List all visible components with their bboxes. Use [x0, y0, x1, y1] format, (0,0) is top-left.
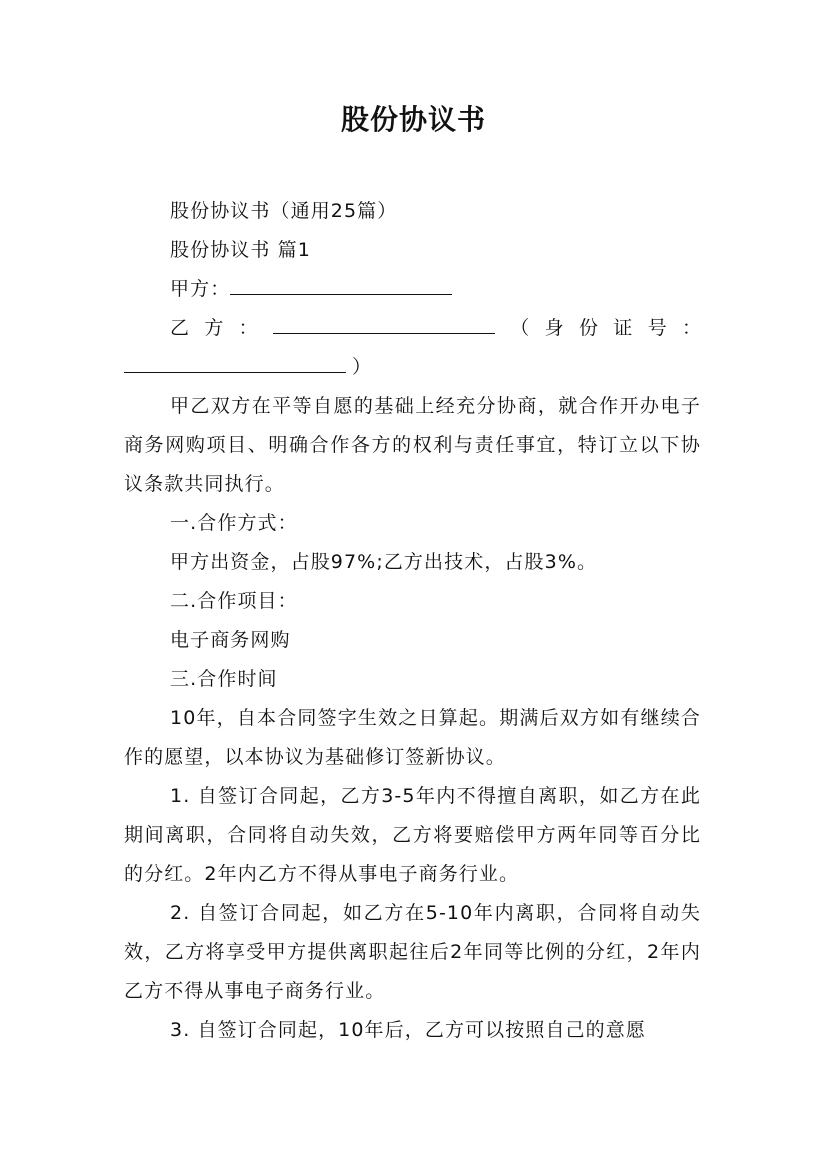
party-b-char: （ — [510, 317, 530, 339]
clause-1: 1. 自签订合同起，乙方3-5年内不得擅自离职，如乙方在此期间离职，合同将自动失效，乙方将要赔偿甲方两年同等百分比的分红。2年内乙方不得从事电子商务行业。 — [124, 785, 701, 885]
party-b-char: 号 — [647, 317, 667, 339]
subtitle: 股份协议书（通用25篇） — [170, 200, 398, 222]
party-b-blank — [273, 332, 495, 334]
item1-text: 甲方出资金，占股97%;乙方出技术，占股3%。 — [170, 551, 598, 573]
closing-paren: ） — [352, 356, 372, 378]
party-b-line — [124, 309, 701, 348]
section-heading: 股份协议书 篇1 — [170, 239, 311, 261]
item3-text: 10年，自本合同签字生效之日算起。期满后双方如有继续合作的愿望，以本协议为基础修订签新协议。 — [124, 707, 701, 768]
document-title: 股份协议书 — [340, 103, 486, 136]
id-number-blank — [124, 371, 346, 373]
party-b-char: 乙 — [170, 317, 190, 339]
clause-3: 3. 自签订合同起，10年后，乙方可以按照自己的意愿 — [170, 1019, 646, 1041]
document-body — [124, 192, 701, 1050]
party-b-char: ： — [681, 317, 701, 339]
item3-heading: 三.合作时间 — [170, 668, 278, 690]
party-b-char: 身 — [544, 317, 564, 339]
party-b-char: 证 — [613, 317, 633, 339]
item1-heading: 一.合作方式： — [170, 512, 298, 534]
party-a-blank — [230, 293, 452, 295]
party-b-char: 份 — [578, 317, 598, 339]
item2-text: 电子商务网购 — [170, 629, 291, 651]
id-number-line — [124, 348, 701, 387]
intro-paragraph: 甲乙双方在平等自愿的基础上经充分协商，就合作开办电子商务网购项目、明确合作各方的权利与责任事宜，特订立以下协议条款共同执行。 — [124, 395, 701, 495]
item2-heading: 二.合作项目： — [170, 590, 298, 612]
party-a-label: 甲方： — [170, 278, 231, 300]
party-a-line — [124, 270, 701, 309]
clause-2: 2. 自签订合同起，如乙方在5-10年内离职，合同将自动失效，乙方将享受甲方提供离职起往后2年同等比例的分红，2年内乙方不得从事电子商务行业。 — [124, 902, 701, 1002]
party-b-char: 方 — [204, 317, 224, 339]
party-b-char: ： — [238, 317, 258, 339]
